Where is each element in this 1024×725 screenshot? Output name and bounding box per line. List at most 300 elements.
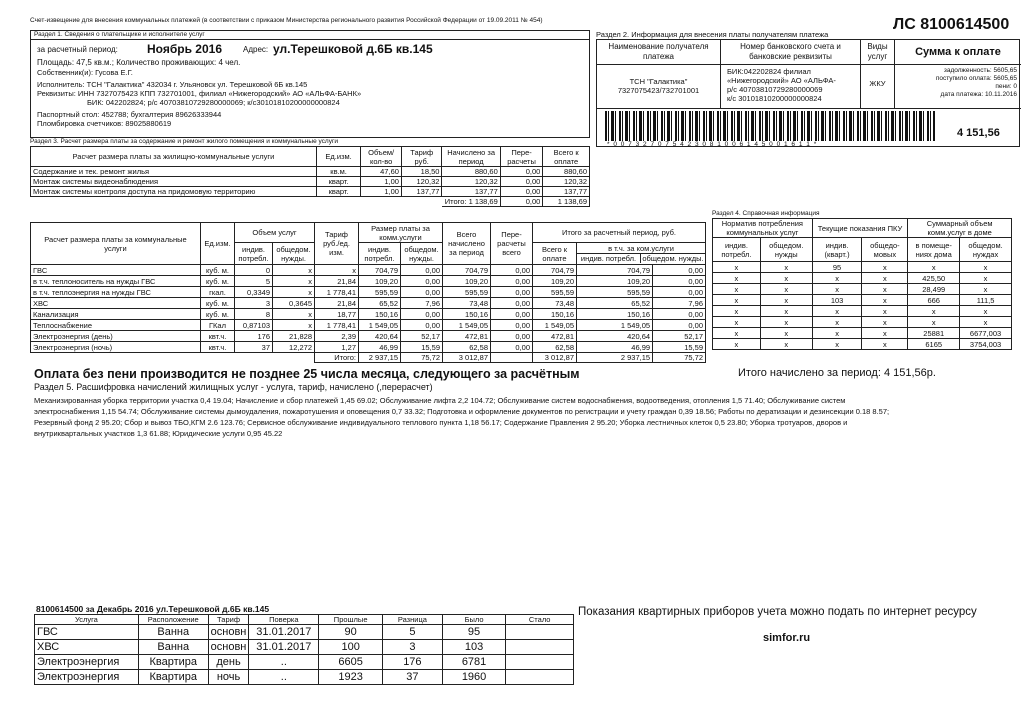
s4-cell: x	[713, 328, 761, 339]
meter-cell: Электроэнергия	[35, 670, 139, 685]
bank-line-1: БИК:042202824 филиал	[727, 67, 811, 76]
util-cell: 18,77	[315, 309, 359, 320]
period-value: Ноябрь 2016	[147, 42, 222, 56]
u-h-tariff: Тариф руб./ед. изм.	[315, 223, 359, 265]
util-cell: x	[273, 320, 315, 331]
s4-cell: x	[862, 306, 908, 317]
s4-cell: x	[760, 262, 812, 273]
util-cell: ГКал	[201, 320, 235, 331]
u-h-vol-common: общедом. нужды.	[273, 243, 315, 265]
period-label: за расчетный период:	[37, 45, 118, 54]
util-cell: 5	[235, 276, 273, 287]
address-label: Адрес:	[243, 45, 269, 54]
table-row	[31, 187, 590, 197]
s4-cell: 103	[812, 295, 862, 306]
meter-cell: ..	[249, 670, 319, 685]
util-cell: 1 778,41	[315, 320, 359, 331]
meter-cell: 6781	[442, 655, 506, 670]
table-row	[35, 670, 574, 685]
service-header: Виды услуг	[861, 40, 894, 65]
util-cell: 0,00	[653, 265, 706, 276]
s4-cell: x	[812, 317, 862, 328]
s3-cell: 120,32	[543, 177, 590, 187]
section-4-title: Раздел 4. Справочная информация	[712, 210, 820, 217]
util-cell: 704,79	[359, 265, 401, 276]
util-cell: 62,58	[533, 342, 577, 353]
util-cell: 21,828	[273, 331, 315, 342]
u-h-service: Расчет размера платы за коммунальные услуги	[31, 223, 201, 265]
meter-cell: 3	[383, 640, 443, 655]
s4-cell: x	[960, 262, 1012, 273]
s4-cell: x	[713, 339, 761, 350]
s4-cell: x	[760, 317, 812, 328]
util-cell: 176	[235, 331, 273, 342]
s3-cell: 0,00	[500, 177, 543, 187]
summary-col	[895, 40, 1021, 108]
meter-cell: 95	[442, 625, 506, 640]
s3-cell: 0,00	[500, 167, 543, 177]
table-row	[31, 276, 706, 287]
table-row	[35, 655, 574, 670]
section-1	[30, 30, 590, 138]
s3-cell: 880,60	[442, 167, 500, 177]
s4-h-current: Текущие показания ПКУ	[812, 219, 908, 238]
util-cell: 0,00	[491, 342, 533, 353]
util-cell: 150,16	[533, 309, 577, 320]
section-5-title: Раздел 5. Расшифровка начислений жилищных услуг - услуга, тариф, начислено (,перерасчет)	[34, 382, 433, 392]
u-h-size: Размер платы за комм.услуги	[359, 223, 443, 243]
meter-cell: основн	[208, 640, 249, 655]
recipient-header: Наименование получателя платежа	[597, 40, 720, 65]
util-header-row-1	[31, 223, 706, 243]
s4-cell: x	[862, 273, 908, 284]
u-h-vol-indiv: индив. потребл.	[235, 243, 273, 265]
s4-cell: x	[760, 295, 812, 306]
util-cell: 0,00	[491, 331, 533, 342]
u-h-incl-indiv: индив. потребл.	[577, 254, 641, 263]
u-total-incl-common: 75,72	[653, 353, 706, 363]
s3-cell: 120,32	[442, 177, 500, 187]
table-row	[713, 306, 1012, 317]
util-cell: 0,00	[491, 265, 533, 276]
s3-cell: Монтаж системы контроля доступа на придомовую территорию	[31, 187, 317, 197]
table-row	[713, 284, 1012, 295]
meter-cell: 5	[383, 625, 443, 640]
util-cell: 52,17	[401, 331, 443, 342]
s4-cell: x	[760, 328, 812, 339]
util-cell: 109,20	[359, 276, 401, 287]
util-cell: 0,00	[401, 276, 443, 287]
util-cell: 65,52	[577, 298, 653, 309]
s4-h-common2: общедо- мовых	[862, 238, 908, 262]
section-3-header-row	[31, 147, 590, 167]
util-cell: 0,00	[491, 287, 533, 298]
m-h-now: Стало	[506, 615, 574, 625]
s3-cell: 0,00	[500, 187, 543, 197]
bank-col	[721, 40, 861, 108]
util-cell: 73,48	[443, 298, 491, 309]
util-cell: 150,16	[443, 309, 491, 320]
online-note: Показания квартирных приборов учета можно подать по интернет ресурсу	[578, 606, 977, 618]
meter-cell: 1923	[319, 670, 383, 685]
u-h-unit: Ед.изм.	[201, 223, 235, 265]
s4-cell: 425,50	[908, 273, 960, 284]
utilities-table	[30, 222, 706, 363]
s4-cell: x	[960, 284, 1012, 295]
util-cell: 109,20	[533, 276, 577, 287]
section-5-body	[34, 396, 1009, 438]
s4-cell: x	[908, 317, 960, 328]
u-h-size-indiv: индив. потребл.	[359, 243, 401, 265]
util-cell: 7,96	[653, 298, 706, 309]
sec5-line-1: Механизированная уборка территории участка 0,4 19.04; Начисление и сбор платежей 1,45 69.02; Обслуживание лифта 2,2 104.72; Обслуживание систем водоснабжения, водоотведения, отопления 1,5 71.40; Обслуживание систем	[34, 396, 846, 405]
u-h-incl-sub	[577, 254, 705, 263]
s4-cell: x	[862, 339, 908, 350]
meter-body	[35, 625, 574, 685]
s3-cell: 880,60	[543, 167, 590, 177]
s4-cell: 25881	[908, 328, 960, 339]
util-cell: 73,48	[533, 298, 577, 309]
util-cell: 1 549,05	[533, 320, 577, 331]
table-row	[31, 309, 706, 320]
table-row	[31, 177, 590, 187]
util-cell: 15,59	[653, 342, 706, 353]
s4-cell: x	[908, 306, 960, 317]
util-body	[31, 265, 706, 353]
util-cell: Канализация	[31, 309, 201, 320]
recipient-col	[597, 40, 721, 108]
util-cell: 0,00	[401, 309, 443, 320]
util-cell: 704,79	[443, 265, 491, 276]
section-4-table	[712, 218, 1012, 350]
u-h-recalc: Пере- расчеты всего	[491, 223, 533, 265]
s3-h-volume: Объем/ кол-во	[361, 147, 402, 167]
meter-cell: Квартира	[138, 670, 208, 685]
s4-h-indiv2: индив. (кварт.)	[812, 238, 862, 262]
util-cell: 1 778,41	[315, 287, 359, 298]
util-cell: куб. м.	[201, 298, 235, 309]
s4-h-house: Суммарный объем комм.услуг в доме	[908, 219, 1012, 238]
util-cell: 420,64	[359, 331, 401, 342]
bank-header: Номер банковского счета и банковские реквизиты	[721, 40, 860, 65]
util-cell: x	[273, 276, 315, 287]
s3-h-accrued: Начислено за период	[442, 147, 500, 167]
s4-cell: x	[812, 328, 862, 339]
util-cell: 150,16	[577, 309, 653, 320]
area-info: Площадь: 47,5 кв.м.; Количество проживающих: 4 чел.	[37, 58, 241, 67]
meter-cell	[506, 625, 574, 640]
s4-cell: x	[760, 306, 812, 317]
util-cell: 1 549,05	[577, 320, 653, 331]
meter-table	[34, 614, 574, 685]
requisites-info: Реквизиты: ИНН 7327075423 КПП 732701001, филиал «Нижегородский» АО «АЛЬФА-БАНК»	[37, 89, 362, 98]
table-row-total	[31, 197, 590, 207]
util-cell: 0,00	[491, 309, 533, 320]
u-total-sum: 3 012,87	[443, 353, 491, 363]
s4-cell: x	[713, 317, 761, 328]
s3-cell: 137,77	[401, 187, 442, 197]
s4-cell: x	[862, 284, 908, 295]
s3-total-accrued: 1 138,69	[468, 197, 498, 206]
util-cell: ГВС	[31, 265, 201, 276]
m-h-previous: Прошлые	[319, 615, 383, 625]
u-h-volume: Объем услуг	[235, 223, 315, 243]
util-total-row	[31, 353, 706, 363]
util-cell: 1 549,05	[443, 320, 491, 331]
u-h-size-common: общедом. нужды.	[401, 243, 443, 265]
total-to-pay: 4 151,56	[957, 127, 1000, 139]
util-cell: 7,96	[401, 298, 443, 309]
summary-penalty: пени: 0	[995, 83, 1017, 90]
util-cell: x	[273, 287, 315, 298]
s4-cell: 28,499	[908, 284, 960, 295]
util-cell: 0,00	[401, 265, 443, 276]
sum-header: Сумма к оплате	[895, 40, 1021, 65]
u-h-total: Всего начислено за период	[443, 223, 491, 265]
site-link[interactable]: simfor.ru	[763, 632, 811, 644]
meter-cell: 6605	[319, 655, 383, 670]
section-3-table	[30, 146, 590, 207]
table-row	[35, 640, 574, 655]
meter-cell: Электроэнергия	[35, 655, 139, 670]
s4-cell: x	[862, 295, 908, 306]
util-cell: 0,87103	[235, 320, 273, 331]
util-cell: 595,59	[443, 287, 491, 298]
s4-h-common3: общедом. нуждах	[960, 238, 1012, 262]
s4-header-row-1	[713, 219, 1012, 238]
util-cell: 420,64	[577, 331, 653, 342]
table-row	[713, 317, 1012, 328]
payment-notice: Оплата без пени производится не позднее 25 числа месяца, следующего за расчётным	[34, 367, 580, 381]
table-row	[31, 167, 590, 177]
section-2-title: Раздел 2. Информация для внесения платы получателям платежа	[596, 30, 829, 39]
util-cell: 109,20	[577, 276, 653, 287]
s4-body	[713, 262, 1012, 350]
section-3-title: Раздел 3. Расчет размера платы за содержание и ремонт жилого помещения и коммунальные услуги	[30, 138, 338, 145]
util-cell: 0,00	[401, 320, 443, 331]
summary-date: дата платежа: 10.11.2016	[940, 91, 1017, 98]
s3-cell: 1,00	[361, 187, 402, 197]
s4-h-rooms: в помеще- ниях дома	[908, 238, 960, 262]
s4-h-norm: Норматив потребления коммунальных услуг	[713, 219, 813, 238]
s4-cell: x	[760, 284, 812, 295]
barcode-text: * 0 0 7 3 2 7 0 7 5 4 2 3 0 8 1 0 0 6 1 4 5 0 0 1 6 1 1 *	[607, 141, 818, 148]
u-h-incl: в т.ч. за ком.услуги	[577, 244, 705, 254]
m-h-diff: Разница	[383, 615, 443, 625]
recipient-name: ТСН "Галактика"	[629, 77, 688, 86]
s3-h-service: Расчет размера платы за жилищно-коммунальные услуги	[31, 147, 317, 167]
s3-h-total: Всего к оплате	[543, 147, 590, 167]
u-h-incl-cell	[577, 243, 706, 265]
util-cell: 46,99	[359, 342, 401, 353]
util-cell: x	[273, 309, 315, 320]
util-cell: 595,59	[359, 287, 401, 298]
util-cell: 0,00	[653, 320, 706, 331]
util-cell: x	[273, 265, 315, 276]
meter-cell	[506, 670, 574, 685]
u-h-payable: Итого за расчетный период, руб.	[533, 223, 706, 243]
m-h-was: Было	[442, 615, 506, 625]
section-1-title: Раздел 1. Сведения о плательщике и исполнителе услуг	[31, 31, 589, 40]
meter-cell: 176	[383, 655, 443, 670]
u-h-pay-total: Всего к оплате	[533, 243, 577, 265]
util-cell: 0	[235, 265, 273, 276]
s4-cell: x	[812, 306, 862, 317]
s4-cell: 3754,003	[960, 339, 1012, 350]
m-h-tariff: Тариф	[208, 615, 249, 625]
u-total-incl-indiv: 2 937,15	[577, 353, 653, 363]
s4-header-row-2	[713, 238, 1012, 262]
s4-cell: 6165	[908, 339, 960, 350]
executor-info: Исполнитель: ТСН "Галактика" 432034 г. Ульяновск ул. Терешковой 6Б кв.145	[37, 80, 308, 89]
util-cell: 8	[235, 309, 273, 320]
bik-info: БИК: 042202824; р/с 40703810729280000069; к/с30101810200000000824	[87, 98, 340, 107]
util-cell: 21,84	[315, 298, 359, 309]
s4-cell: x	[862, 328, 908, 339]
period-row	[31, 42, 589, 56]
meter-cell: 37	[383, 670, 443, 685]
meter-cell: 1960	[442, 670, 506, 685]
util-cell: 62,58	[443, 342, 491, 353]
util-cell: 0,00	[491, 276, 533, 287]
s4-cell: 6677,003	[960, 328, 1012, 339]
m-h-check: Поверка	[249, 615, 319, 625]
util-cell: 0,00	[491, 320, 533, 331]
s3-total-cell	[442, 197, 500, 207]
s4-cell: 666	[908, 295, 960, 306]
s4-cell: 95	[812, 262, 862, 273]
s3-total-label: Итого:	[444, 197, 467, 206]
util-cell: куб. м.	[201, 309, 235, 320]
util-cell: 595,59	[533, 287, 577, 298]
summary-debt: задолженность: 5605,65	[943, 67, 1017, 74]
owner-info: Собственник(и): Гусова Е.Г.	[37, 68, 133, 77]
barcode-row	[597, 108, 1021, 148]
table-row	[31, 287, 706, 298]
s4-cell: x	[812, 273, 862, 284]
table-row	[31, 331, 706, 342]
meter-cell: ГВС	[35, 625, 139, 640]
util-cell: 704,79	[577, 265, 653, 276]
service-col	[861, 40, 895, 108]
s3-cell: 120,32	[401, 177, 442, 187]
s3-cell: кв.м.	[316, 167, 361, 177]
util-cell: Электроэнергия (день)	[31, 331, 201, 342]
util-cell: 46,99	[577, 342, 653, 353]
u-total-pay: 3 012,87	[533, 353, 577, 363]
util-cell: 15,59	[401, 342, 443, 353]
util-cell: 2,39	[315, 331, 359, 342]
util-cell: 0,3349	[235, 287, 273, 298]
s3-cell: кварт.	[316, 177, 361, 187]
table-row	[31, 298, 706, 309]
util-cell: 0,00	[653, 287, 706, 298]
meter-cell: 31.01.2017	[249, 625, 319, 640]
sec5-line-2: электроснабжения 1,15 54.74; Обслуживание системы дымоудаления, пожаротушения и оповещения 0,7 33.32; Подготовка и оформление документов по регистрации и учету граждан 0,39 18.56; Работы по дератизации и дезинсекции 0.18 8.57;	[34, 407, 890, 416]
bank-line-4: к/с 30101810200000000824	[727, 94, 822, 103]
passport-info: Паспортный стол: 452788; бухгалтерия 89626333944	[37, 110, 222, 119]
meter-cell: ..	[249, 655, 319, 670]
table-row	[713, 339, 1012, 350]
bank-line-2: «Нижегородский» АО «АЛЬФА-	[727, 76, 836, 85]
s4-cell: x	[812, 339, 862, 350]
s3-cell: 137,77	[543, 187, 590, 197]
s4-h-indiv: индив. потребл.	[713, 238, 761, 262]
service-value: ЖКУ	[869, 79, 886, 88]
util-cell: в т.ч. теплоэнергия на нужды ГВС	[31, 287, 201, 298]
util-cell: в т.ч. теплоноситель на нужды ГВС	[31, 276, 201, 287]
u-total-common: 75,72	[401, 353, 443, 363]
s4-cell: x	[760, 273, 812, 284]
table-row	[31, 342, 706, 353]
s4-cell: x	[960, 273, 1012, 284]
s4-cell: x	[862, 262, 908, 273]
util-cell: Электроэнергия (ночь)	[31, 342, 201, 353]
bank-line-3: р/с 40703810729280000069	[727, 85, 823, 94]
table-row	[713, 295, 1012, 306]
meter-cell: ХВС	[35, 640, 139, 655]
util-cell: 1,27	[315, 342, 359, 353]
total-accrued: Итого начислено за период: 4 151,56р.	[738, 367, 936, 379]
u-h-incl-common: общедом. нужды.	[642, 254, 704, 264]
meter-cell: Ванна	[138, 625, 208, 640]
s4-cell: x	[713, 306, 761, 317]
s3-cell: кварт.	[316, 187, 361, 197]
util-cell: 3	[235, 298, 273, 309]
table-row	[31, 320, 706, 331]
account-number: ЛС 8100614500	[893, 16, 1010, 33]
util-cell: 21,84	[315, 276, 359, 287]
recipient-ids: 7327075423/732701001	[617, 86, 700, 95]
meter-header-row	[35, 615, 574, 625]
summary-paid: поступило оплата: 5605,65	[935, 75, 1017, 82]
sec5-line-4: внутриквартальных участков 1,3 61.88; Юридические услуги 0,95 45.22	[34, 429, 283, 438]
s3-cell: 137,77	[442, 187, 500, 197]
table-row	[31, 265, 706, 276]
util-cell: гкал.	[201, 287, 235, 298]
s3-cell: Содержание и тек. ремонт жилья	[31, 167, 317, 177]
u-total-recalc	[491, 353, 533, 363]
meter-cell: Квартира	[138, 655, 208, 670]
util-cell: 0,00	[653, 276, 706, 287]
s3-h-unit: Ед.изм.	[316, 147, 361, 167]
table-row	[713, 262, 1012, 273]
s4-cell: x	[760, 339, 812, 350]
m-h-location: Расположение	[138, 615, 208, 625]
m-h-service: Услуга	[35, 615, 139, 625]
barcode	[605, 111, 935, 141]
s3-total-sum: 1 138,69	[543, 197, 590, 207]
s4-cell: x	[713, 262, 761, 273]
util-cell: куб. м.	[201, 276, 235, 287]
address-value: ул.Терешковой д.6Б кв.145	[273, 42, 433, 56]
util-cell: 472,81	[443, 331, 491, 342]
s4-cell: 111,5	[960, 295, 1012, 306]
s3-cell: 1,00	[361, 177, 402, 187]
s3-h-tariff: Тариф руб.	[401, 147, 442, 167]
u-total-indiv: 2 937,15	[359, 353, 401, 363]
s3-cell: Монтаж системы видеонаблюдения	[31, 177, 317, 187]
meter-title: 8100614500 за Декабрь 2016 ул.Терешковой д.6Б кв.145	[36, 604, 270, 614]
util-cell: x	[315, 265, 359, 276]
table-row	[35, 625, 574, 640]
util-cell: 0,3645	[273, 298, 315, 309]
section-2	[596, 39, 1020, 147]
util-cell: 37	[235, 342, 273, 353]
s4-cell: x	[713, 284, 761, 295]
util-cell: квт.ч.	[201, 342, 235, 353]
s4-cell: x	[812, 284, 862, 295]
